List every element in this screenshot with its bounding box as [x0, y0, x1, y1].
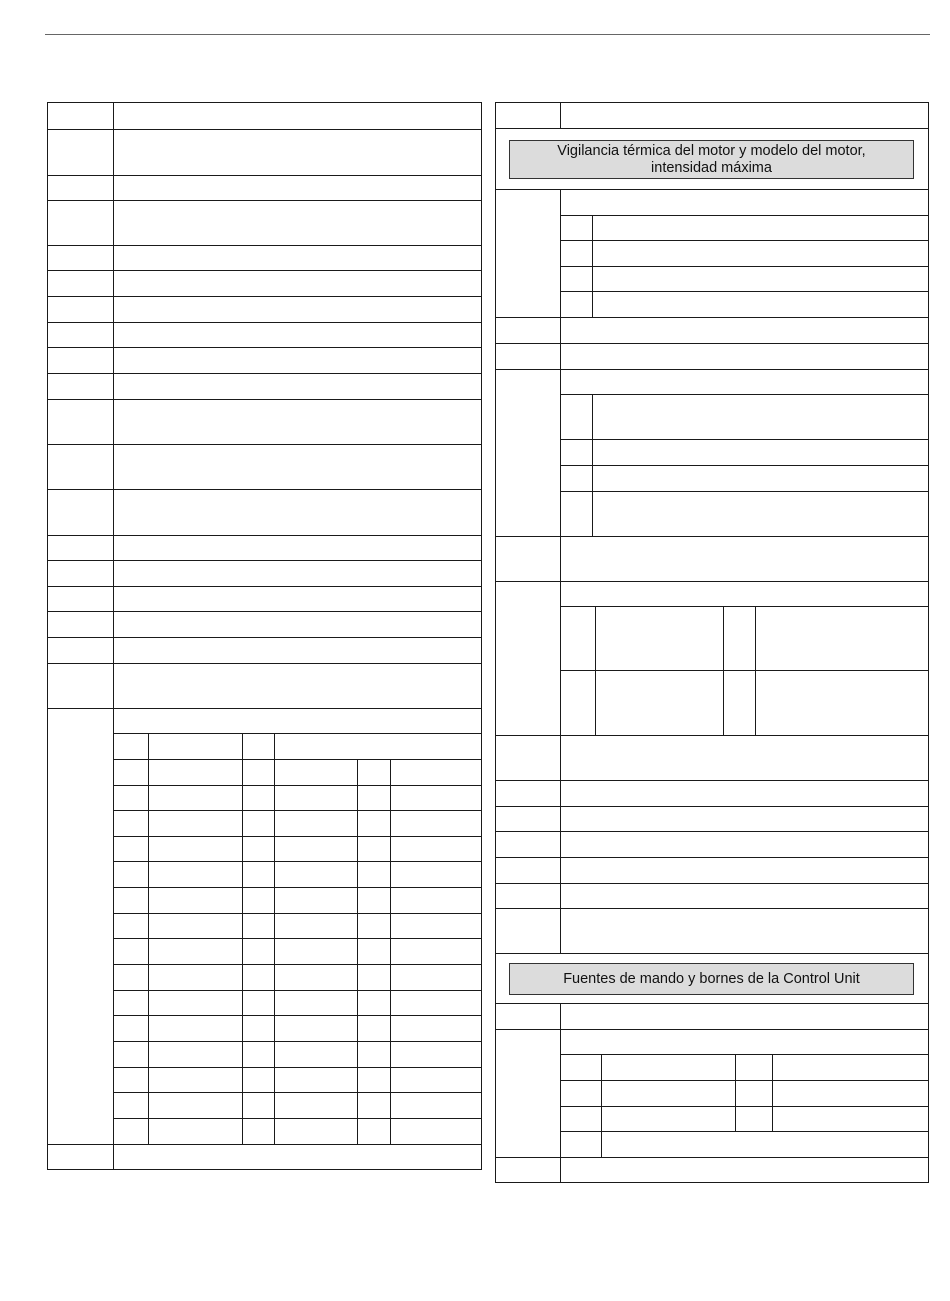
command-sources-banner	[509, 963, 914, 995]
motor-thermal-banner-text: Vigilancia térmica del motor y modelo del motor, intensidad máxima	[557, 142, 866, 176]
motor-thermal-banner	[509, 140, 914, 179]
command-sources-banner-text: Fuentes de mando y bornes de la Control Unit	[563, 970, 860, 987]
